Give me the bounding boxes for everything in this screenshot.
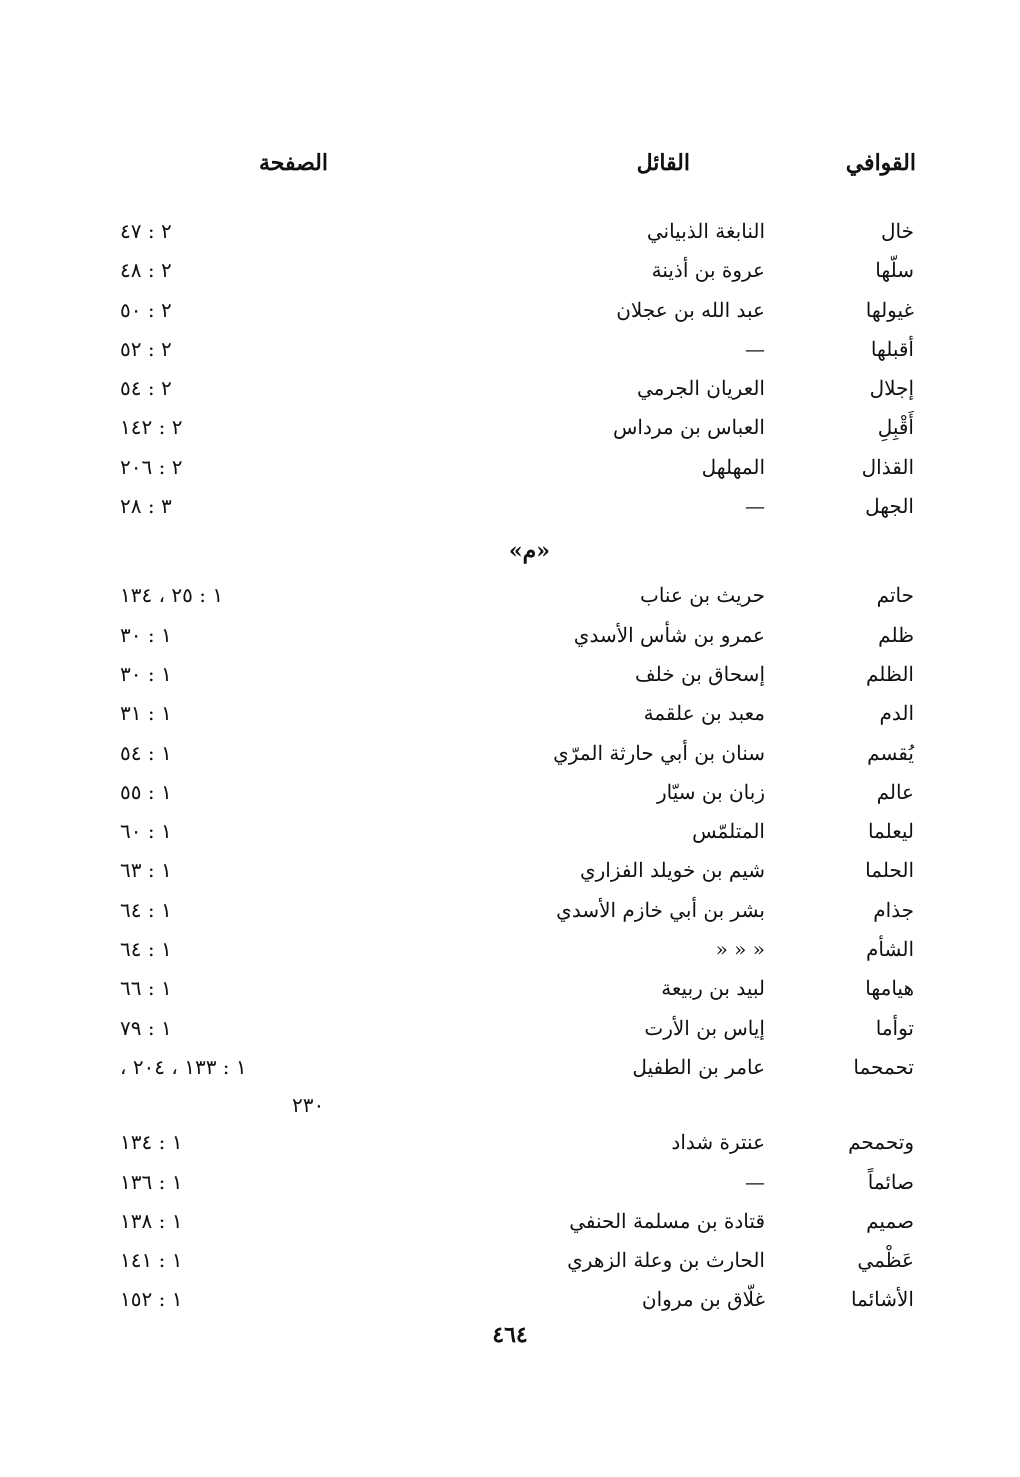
continuation-cell: ٢٣٠: [292, 1093, 325, 1118]
page-ref-cell: ١ : ٢٥ ، ١٣٤: [120, 583, 224, 608]
page-ref-cell: ١ : ٦٣: [120, 858, 172, 883]
column-header-qail: القائل: [636, 150, 690, 176]
qail-cell: معبد بن علقمة: [643, 701, 765, 726]
table-row: [0, 487, 1020, 526]
qail-cell: المهلهل: [701, 454, 765, 479]
page-ref-cell: ١ : ٦٠: [120, 819, 172, 844]
qail-cell: العباس بن مرداس: [613, 415, 765, 440]
qail-cell: زبان بن سيّار: [656, 779, 765, 804]
page-ref-cell: ٢ : ٤٧: [120, 219, 172, 243]
qafiya-cell: صميم: [866, 1208, 914, 1233]
qafiya-cell: سلّها: [875, 258, 914, 283]
qail-cell: النابغة الذبياني: [646, 219, 765, 243]
qafiya-cell: تحمحما: [853, 1054, 914, 1079]
qafiya-cell: غيولها: [865, 297, 914, 322]
qafiya-cell: صائماً: [867, 1169, 914, 1194]
qail-cell: قتادة بن مسلمة الحنفي: [569, 1208, 765, 1233]
qafiya-cell: عالم: [876, 779, 914, 804]
qafiya-cell: خال: [881, 219, 914, 243]
page-ref-cell: ٢ : ١٤٢: [120, 415, 183, 440]
page-number: ٤٦٤: [492, 1322, 528, 1348]
table-row: [0, 369, 1020, 408]
table-row: [0, 1123, 1020, 1162]
page-ref-cell: ١ : ١٣٣ ، ٢٠٤ ،: [120, 1054, 247, 1079]
table-row: [0, 734, 1020, 773]
qail-cell: المتلمّس: [692, 819, 765, 844]
qafiya-cell: توأما: [875, 1015, 914, 1040]
page-ref-cell: ١ : ٥٤: [120, 740, 172, 765]
qafiya-cell: أقبلها: [870, 336, 914, 361]
page-ref-cell: ٢ : ٥٢: [120, 336, 172, 361]
table-row: [0, 408, 1020, 447]
page-ref-cell: ٢ : ٥٠: [120, 297, 172, 322]
qafiya-cell: الحلما: [865, 858, 914, 883]
qafiya-cell: الشأم: [866, 937, 914, 962]
table-row: [0, 851, 1020, 890]
qafiya-cell: جذام: [873, 897, 914, 922]
page-ref-cell: ٢ : ٥٤: [120, 376, 172, 401]
qail-cell: إياس بن الأرت: [644, 1015, 765, 1040]
column-header-page: الصفحة: [258, 150, 328, 176]
page-ref-cell: ١ : ١٤١: [120, 1248, 183, 1273]
qail-cell: الحارث بن وعلة الزهري: [567, 1248, 765, 1273]
page-ref-cell: ٢ : ٤٨: [120, 258, 172, 283]
table-row: [0, 330, 1020, 369]
table-row: [0, 969, 1020, 1008]
qail-cell: عامر بن الطفيل: [632, 1054, 765, 1079]
table-row: [0, 212, 1020, 251]
table-row: [0, 291, 1020, 330]
qafiya-cell: الجهل: [865, 494, 914, 519]
qail-cell: إسحاق بن خلف: [634, 661, 765, 686]
qafiya-cell: إجلال: [869, 376, 914, 401]
section-heading-mim: [0, 526, 1020, 576]
page-ref-cell: ١ : ٥٥: [120, 779, 172, 804]
table-row: [0, 1048, 1020, 1087]
qail-cell: « « «: [715, 937, 765, 962]
qafiya-cell: القذال: [861, 454, 914, 479]
qail-cell: شيم بن خويلد الفزاري: [579, 858, 765, 883]
qail-cell: —: [745, 494, 765, 519]
qail-cell: —: [745, 1169, 765, 1194]
qafiya-cell: وتحمحم: [848, 1130, 914, 1155]
qail-cell: بشر بن أبي خازم الأسدي: [556, 897, 765, 922]
table-row: [0, 448, 1020, 487]
qafiya-cell: الظلم: [866, 661, 914, 686]
page-ref-cell: ١ : ١٣٨: [120, 1208, 183, 1233]
qail-cell: عبد الله بن عجلان: [616, 297, 765, 322]
qail-cell: حريث بن عناب: [640, 583, 765, 608]
table-row: [0, 773, 1020, 812]
table-row: [0, 1280, 1020, 1319]
page-ref-cell: ١ : ١٥٢: [120, 1287, 183, 1312]
table-row: [0, 1163, 1020, 1202]
column-header-qawafi: القوافي: [845, 150, 916, 176]
table-row: [0, 616, 1020, 655]
page-ref-cell: ١ : ٣٠: [120, 622, 172, 647]
page-ref-cell: ٣ : ٢٨: [120, 494, 172, 519]
qail-cell: لبيد بن ربيعة: [661, 976, 765, 1001]
qafiya-cell: الدم: [879, 701, 914, 726]
page-ref-cell: ١ : ٧٩: [120, 1015, 172, 1040]
page-ref-cell: ١ : ٣١: [120, 701, 172, 726]
qafiya-cell: عَظْمي: [857, 1248, 914, 1273]
qafiya-cell: هيامها: [865, 976, 914, 1001]
table-header: [0, 150, 1020, 186]
page-ref-cell: ١ : ٣٠: [120, 661, 172, 686]
table-row: [0, 655, 1020, 694]
qail-cell: عروة بن أذينة: [651, 258, 765, 283]
qail-cell: —: [745, 336, 765, 361]
qafiya-cell: الأشائما: [850, 1287, 914, 1312]
qafiya-cell: يُقسم: [867, 740, 914, 765]
page-ref-continuation: [0, 1087, 1020, 1123]
qafiya-cell: حاتم: [876, 583, 914, 608]
table-row: [0, 251, 1020, 290]
qail-cell: العريان الجرمي: [636, 376, 765, 401]
page-ref-cell: ١ : ٦٤: [120, 937, 172, 962]
page-ref-cell: ١ : ١٣٤: [120, 1130, 183, 1155]
table-row: [0, 694, 1020, 733]
qail-cell: عنترة شداد: [671, 1130, 765, 1155]
qafiya-cell: ليعلما: [867, 819, 914, 844]
table-row: [0, 576, 1020, 615]
page-ref-cell: ١ : ٦٤: [120, 897, 172, 922]
page-ref-cell: ١ : ١٣٦: [120, 1169, 183, 1194]
qafiya-cell: ظلم: [878, 622, 914, 647]
table-row: [0, 1202, 1020, 1241]
page-ref-cell: ٢ : ٢٠٦: [120, 454, 183, 479]
table-row: [0, 812, 1020, 851]
qafiya-cell: أَقْبِلِ: [877, 415, 914, 440]
table-row: [0, 1241, 1020, 1280]
table-row: [0, 930, 1020, 969]
qail-cell: غلّاق بن مروان: [641, 1287, 765, 1312]
qail-cell: عمرو بن شأس الأسدي: [573, 622, 765, 647]
qail-cell: سنان بن أبي حارثة المرّي: [553, 740, 765, 765]
page-ref-cell: ١ : ٦٦: [120, 976, 172, 1001]
table-row: [0, 1009, 1020, 1048]
table-row: [0, 891, 1020, 930]
section-letter: «م»: [508, 538, 550, 565]
index-table: [0, 212, 1020, 1320]
